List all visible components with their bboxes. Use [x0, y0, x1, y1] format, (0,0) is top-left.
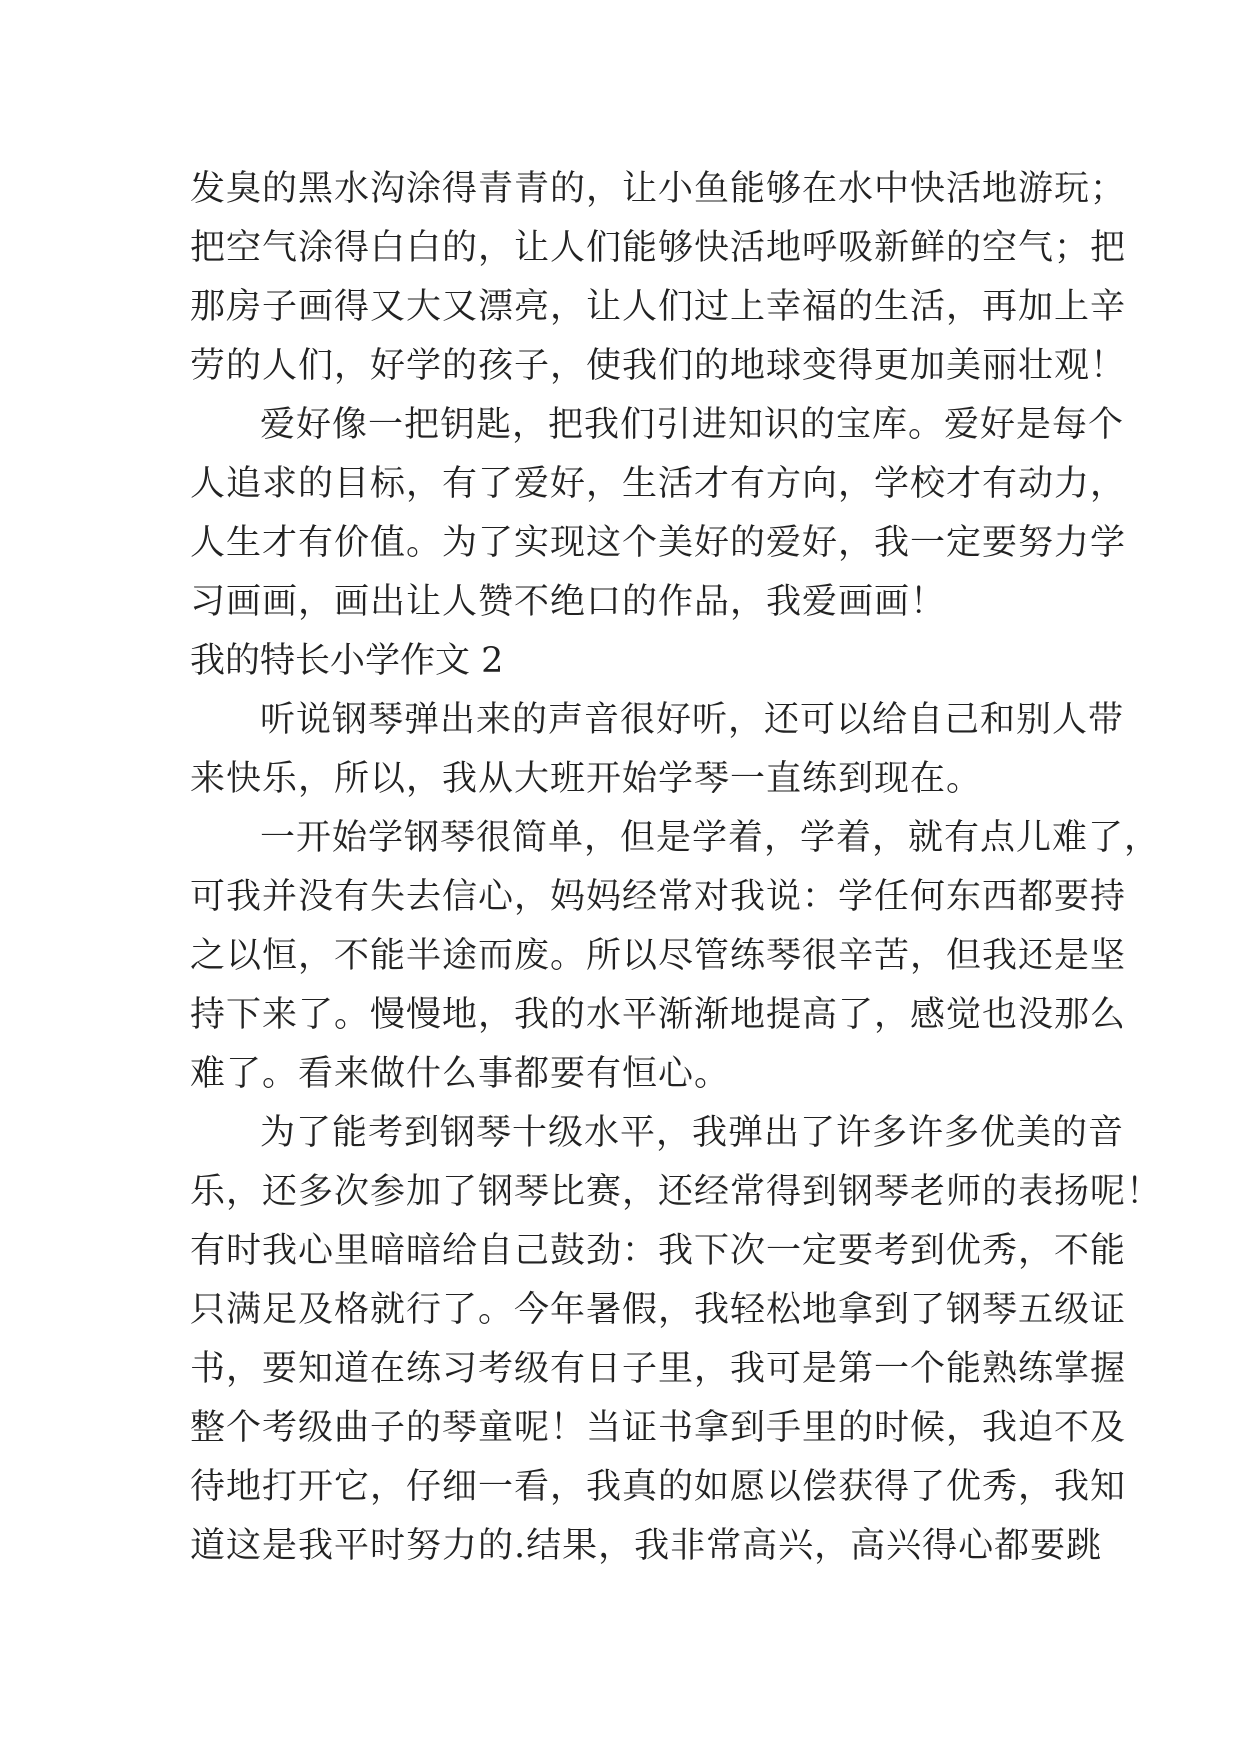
- text-line: 乐，还多次参加了钢琴比赛，还经常得到钢琴老师的表扬呢！: [190, 1172, 1163, 1212]
- text-line: 书，要知道在练习考级有日子里，我可是第一个能熟练掌握: [190, 1349, 1127, 1389]
- paragraph-start-line: 听说钢琴弹出来的声音很好听，还可以给自己和别人带: [260, 700, 1125, 740]
- text-line: 难了。看来做什么事都要有恒心。: [190, 1054, 731, 1094]
- text-line: 可我并没有失去信心，妈妈经常对我说：学任何东西都要持: [190, 877, 1127, 917]
- text-line: 把空气涂得白白的，让人们能够快活地呼吸新鲜的空气；把: [190, 228, 1127, 268]
- text-line: 只满足及格就行了。今年暑假，我轻松地拿到了钢琴五级证: [190, 1290, 1127, 1330]
- paragraph-start-line: 爱好像一把钥匙，把我们引进知识的宝库。爱好是每个: [260, 405, 1125, 445]
- text-line: 整个考级曲子的琴童呢！当证书拿到手里的时候，我迫不及: [190, 1408, 1127, 1448]
- text-line: 发臭的黑水沟涂得青青的，让小鱼能够在水中快活地游玩；: [190, 169, 1127, 209]
- text-line: 那房子画得又大又漂亮，让人们过上幸福的生活，再加上辛: [190, 287, 1127, 327]
- section-heading: 我的特长小学作文 2: [190, 641, 504, 681]
- text-line: 来快乐，所以，我从大班开始学琴一直练到现在。: [190, 759, 983, 799]
- text-line: 待地打开它，仔细一看，我真的如愿以偿获得了优秀，我知: [190, 1467, 1127, 1507]
- text-line: 习画画，画出让人赞不绝口的作品，我爱画画！: [190, 582, 947, 622]
- text-line: 人追求的目标，有了爱好，生活才有方向，学校才有动力，: [190, 464, 1127, 504]
- text-line: 人生才有价值。为了实现这个美好的爱好，我一定要努力学: [190, 523, 1127, 563]
- paragraph-start-line: 一开始学钢琴很简单，但是学着，学着，就有点儿难了，: [260, 818, 1161, 858]
- document-body: [190, 160, 1163, 1576]
- text-line: 道这是我平时努力的.结果，我非常高兴，高兴得心都要跳: [190, 1526, 1103, 1566]
- text-line: 有时我心里暗暗给自己鼓劲：我下次一定要考到优秀，不能: [190, 1231, 1127, 1271]
- text-line: 之以恒，不能半途而废。所以尽管练琴很辛苦，但我还是坚: [190, 936, 1127, 976]
- text-line: 持下来了。慢慢地，我的水平渐渐地提高了，感觉也没那么: [190, 995, 1127, 1035]
- paragraph-start-line: 为了能考到钢琴十级水平，我弹出了许多许多优美的音: [260, 1113, 1125, 1153]
- text-line: 劳的人们，好学的孩子，使我们的地球变得更加美丽壮观！: [190, 346, 1127, 386]
